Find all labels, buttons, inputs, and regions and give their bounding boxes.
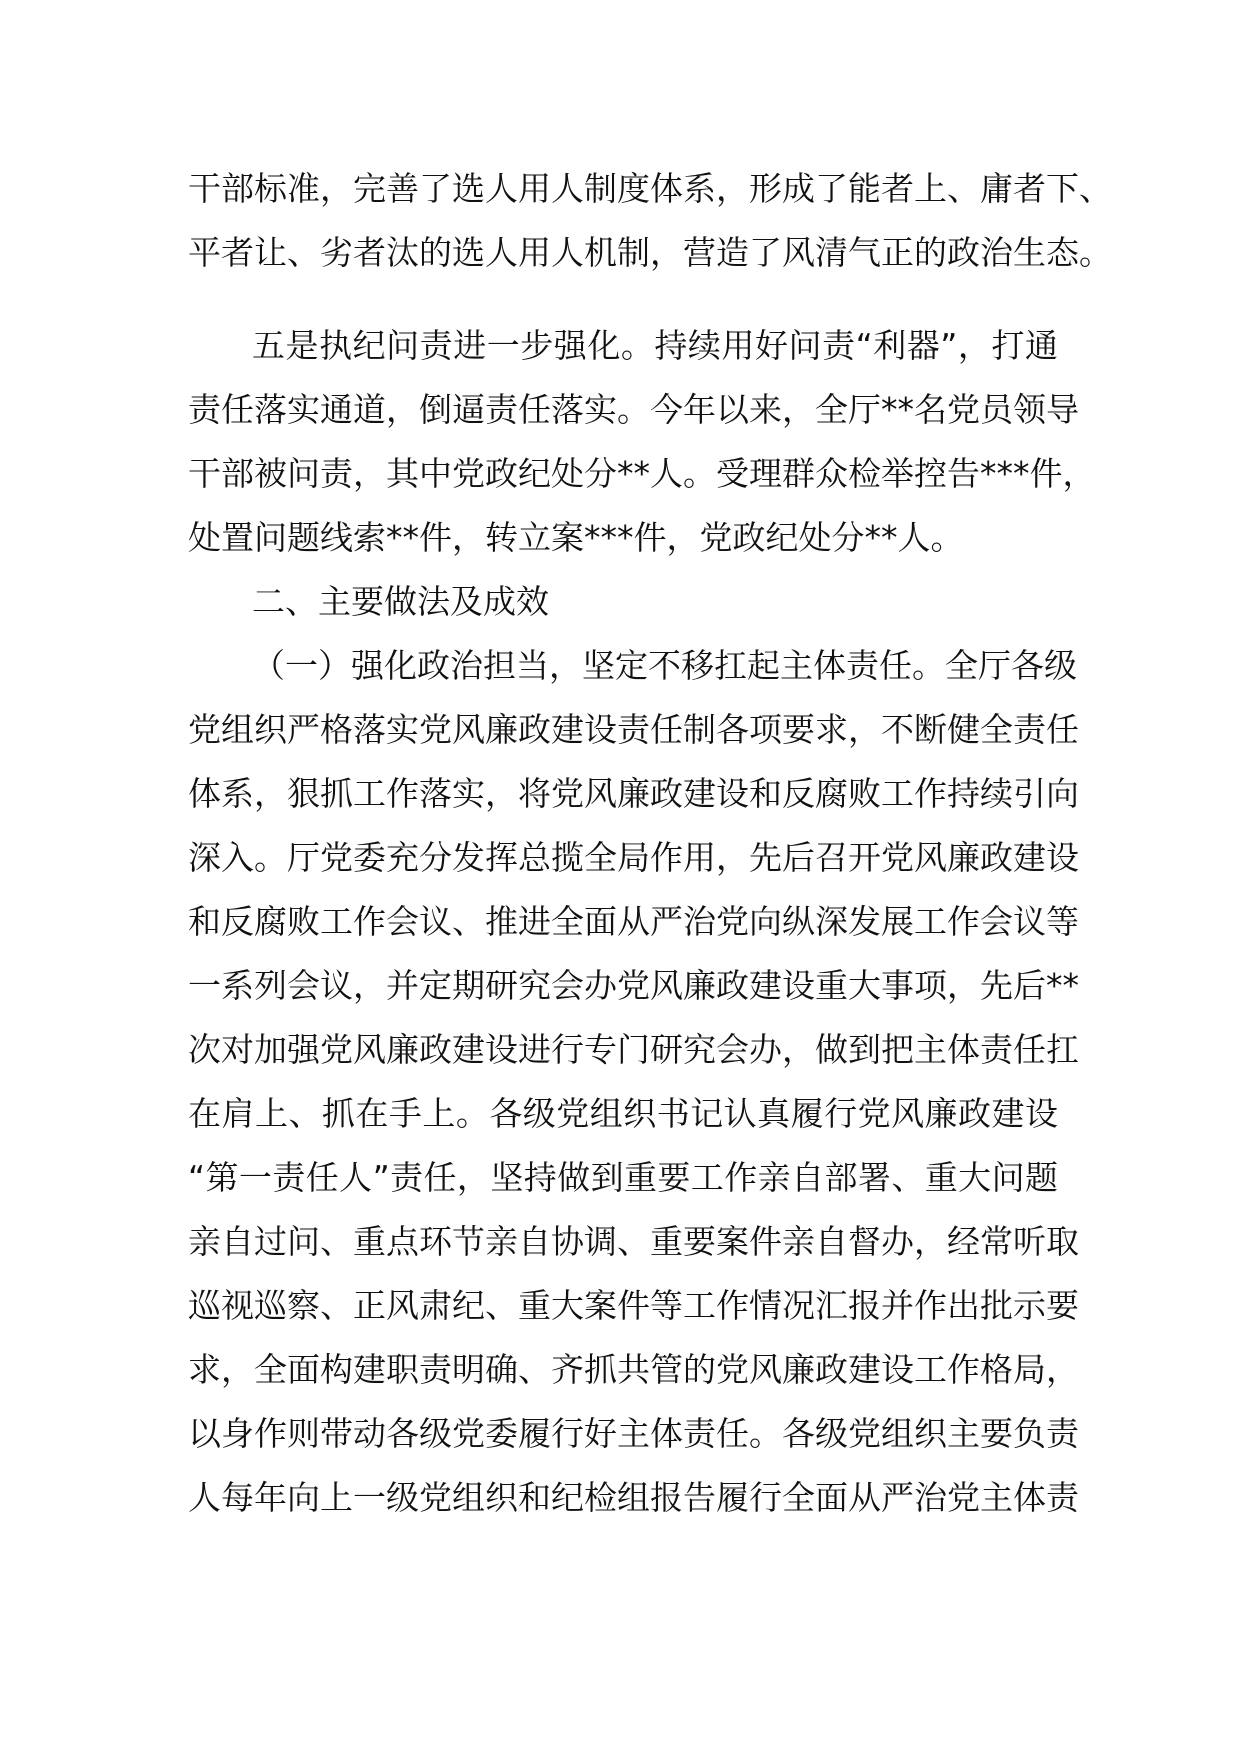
paragraph-first-line: 五是执纪问责进一步强化。持续用好问责“利器”，打通 bbox=[252, 326, 1058, 365]
text-line: 一系列会议，并定期研究会办党风廉政建设重大事项，先后** bbox=[188, 966, 1079, 1005]
text-line: 巡视巡察、正风肃纪、重大案件等工作情况汇报并作出批示要 bbox=[188, 1286, 1079, 1325]
text-line: 党组织严格落实党风廉政建设责任制各项要求，不断健全责任 bbox=[188, 710, 1079, 749]
text-line: 深入。厅党委充分发挥总揽全局作用，先后召开党风廉政建设 bbox=[188, 838, 1079, 877]
text-line: 次对加强党风廉政建设进行专门研究会办，做到把主体责任扛 bbox=[188, 1030, 1079, 1069]
text-line: 求，全面构建职责明确、齐抓共管的党风廉政建设工作格局， bbox=[188, 1350, 1079, 1389]
text-line: 亲自过问、重点环节亲自协调、重要案件亲自督办，经常听取 bbox=[188, 1222, 1079, 1261]
section-heading: 二、主要做法及成效 bbox=[252, 582, 549, 621]
document-body bbox=[188, 166, 1112, 1539]
paragraph-first-line: （一）强化政治担当，坚定不移扛起主体责任。全厅各级 bbox=[252, 646, 1077, 685]
text-line: 责任落实通道，倒逼责任落实。今年以来，全厅**名党员领导 bbox=[188, 390, 1079, 429]
text-line: 干部标准，完善了选人用人制度体系，形成了能者上、庸者下、 bbox=[188, 169, 1112, 208]
text-line: 干部被问责，其中党政纪处分**人。受理群众检举控告***件， bbox=[188, 454, 1096, 493]
paragraph-last-line: 处置问题线索**件，转立案***件，党政纪处分**人。 bbox=[188, 518, 964, 557]
text-line: 人每年向上一级党组织和纪检组报告履行全面从严治党主体责 bbox=[188, 1478, 1079, 1517]
text-line: 体系，狠抓工作落实，将党风廉政建设和反腐败工作持续引向 bbox=[188, 774, 1079, 813]
text-line: 在肩上、抓在手上。各级党组织书记认真履行党风廉政建设 bbox=[188, 1094, 1058, 1133]
text-line: 和反腐败工作会议、推进全面从严治党向纵深发展工作会议等 bbox=[188, 902, 1079, 941]
text-line: 以身作则带动各级党委履行好主体责任。各级党组织主要负责 bbox=[188, 1414, 1079, 1453]
text-line: 平者让、劣者汰的选人用人机制，营造了风清气正的政治生态。 bbox=[188, 233, 1112, 272]
text-line: “第一责任人”责任，坚持做到重要工作亲自部署、重大问题 bbox=[188, 1158, 1058, 1197]
